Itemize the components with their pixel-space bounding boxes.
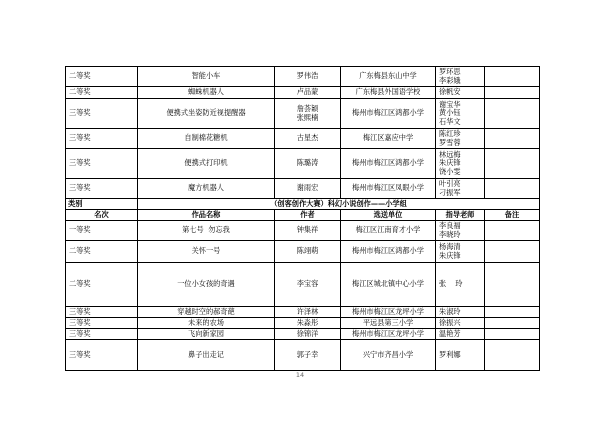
- award-table: [65, 66, 540, 371]
- note-cell: [485, 241, 540, 263]
- rank-cell: 二等奖: [66, 87, 138, 99]
- author-cell: 钟集祥: [275, 221, 341, 241]
- unit-cell: 广东梅县外国语学校: [341, 87, 436, 99]
- rank-cell: 三等奖: [66, 99, 138, 129]
- note-cell: [485, 306, 540, 317]
- unit-cell: 平远县第三小学: [341, 317, 436, 328]
- unit-cell: 梅州市梅江区龙坪小学: [341, 328, 436, 339]
- work-cell: 关怀一号: [138, 241, 275, 263]
- header-rank: 名次: [66, 210, 138, 221]
- author-cell: 罗伟浩: [275, 67, 341, 87]
- table-row: [66, 317, 540, 328]
- teachers-cell: 张 玲: [436, 263, 485, 307]
- rank-cell: 三等奖: [66, 328, 138, 339]
- header-row: [66, 210, 540, 221]
- header-note: 备注: [485, 210, 540, 221]
- unit-cell: 梅州市梅江区鸿都小学: [341, 241, 436, 263]
- work-cell: 魔方机器人: [138, 179, 275, 199]
- work-cell: 便携式坐姿防近视提醒器: [138, 99, 275, 129]
- header-author: 作者: [275, 210, 341, 221]
- rank-cell: 二等奖: [66, 67, 138, 87]
- work-cell: 一位小女孩的奇遇: [138, 263, 275, 307]
- note-cell: [485, 67, 540, 87]
- table-row: [66, 221, 540, 241]
- unit-cell: 梅江区江南育才小学: [341, 221, 436, 241]
- author-cell: 徐锦洋: [275, 328, 341, 339]
- table-row: [66, 179, 540, 199]
- note-cell: [485, 317, 540, 328]
- table-row: [66, 306, 540, 317]
- unit-cell: 梅州市梅江区龙坪小学: [341, 306, 436, 317]
- teachers-cell: 罗利娜: [436, 339, 485, 370]
- unit-cell: 梅州市梅江区凤眼小学: [341, 179, 436, 199]
- rank-cell: 一等奖: [66, 221, 138, 241]
- unit-cell: 梅江区城北镇中心小学: [341, 263, 436, 307]
- teachers-cell: 陈红珍 罗雪蓉: [436, 129, 485, 149]
- author-cell: 许泽林: [275, 306, 341, 317]
- author-cell: 卢品蒙: [275, 87, 341, 99]
- category-title: （创客创作大赛）科幻小说创作——小学组: [138, 199, 540, 210]
- category-label: 类别: [66, 199, 138, 210]
- work-cell: 蜘蛛机器人: [138, 87, 275, 99]
- teachers-cell: 徐振兴: [436, 317, 485, 328]
- rank-cell: 三等奖: [66, 129, 138, 149]
- note-cell: [485, 99, 540, 129]
- note-cell: [485, 179, 540, 199]
- teachers-cell: 朱淑玲: [436, 306, 485, 317]
- work-cell: 穿越时空的郝奇葩: [138, 306, 275, 317]
- note-cell: [485, 149, 540, 179]
- rank-cell: 二等奖: [66, 263, 138, 307]
- teachers-cell: 谢宝华 黄小钰 石华文: [436, 99, 485, 129]
- category-row: [66, 199, 540, 210]
- note-cell: [485, 328, 540, 339]
- table-row: [66, 328, 540, 339]
- table-row: [66, 99, 540, 129]
- unit-cell: 梅江区嘉应中学: [341, 129, 436, 149]
- unit-cell: 广东梅县东山中学: [341, 67, 436, 87]
- unit-cell: 兴宁市齐昌小学: [341, 339, 436, 370]
- teachers-cell: 罗环思 李彩娥: [436, 67, 485, 87]
- header-unit: 选送单位: [341, 210, 436, 221]
- table-row: [66, 87, 540, 99]
- table-row: [66, 339, 540, 370]
- page-number: 14: [295, 371, 305, 379]
- teachers-cell: 李良福 李晓玲: [436, 221, 485, 241]
- author-cell: 古星杰: [275, 129, 341, 149]
- rank-cell: 三等奖: [66, 306, 138, 317]
- author-cell: 陈翊萌: [275, 241, 341, 263]
- header-work: 作品名称: [138, 210, 275, 221]
- rank-cell: 三等奖: [66, 317, 138, 328]
- table-row: [66, 263, 540, 307]
- section1-body: [66, 67, 540, 371]
- teachers-cell: 徐帆安: [436, 87, 485, 99]
- rank-cell: 三等奖: [66, 149, 138, 179]
- unit-cell: 梅州市梅江区鸿都小学: [341, 149, 436, 179]
- teachers-cell: 叶引亮 刁振军: [436, 179, 485, 199]
- table-row: [66, 129, 540, 149]
- author-cell: 陈璐涛: [275, 149, 341, 179]
- author-cell: 詹荟颖 张熙楠: [275, 99, 341, 129]
- work-cell: 自制棉花糖机: [138, 129, 275, 149]
- teachers-cell: 林远梅 朱庆锋 饶小雯: [436, 149, 485, 179]
- rank-cell: 二等奖: [66, 241, 138, 263]
- work-cell: 智能小车: [138, 67, 275, 87]
- header-teachers: 指导老师: [436, 210, 485, 221]
- author-cell: 谢雨宏: [275, 179, 341, 199]
- unit-cell: 梅州市梅江区鸿都小学: [341, 99, 436, 129]
- teachers-cell: 温艳芳: [436, 328, 485, 339]
- note-cell: [485, 129, 540, 149]
- author-cell: 朱淼彤: [275, 317, 341, 328]
- work-cell: 飞向新家园: [138, 328, 275, 339]
- note-cell: [485, 263, 540, 307]
- work-cell: 鼻子出走记: [138, 339, 275, 370]
- work-cell: 第七号 勿忘我: [138, 221, 275, 241]
- author-cell: 郭子幸: [275, 339, 341, 370]
- work-cell: 便携式打印机: [138, 149, 275, 179]
- table-row: [66, 241, 540, 263]
- table-row: [66, 67, 540, 87]
- table-row: [66, 149, 540, 179]
- author-cell: 李宝容: [275, 263, 341, 307]
- rank-cell: 三等奖: [66, 179, 138, 199]
- teachers-cell: 杨海清 朱庆锋: [436, 241, 485, 263]
- note-cell: [485, 221, 540, 241]
- work-cell: 未来的农场: [138, 317, 275, 328]
- note-cell: [485, 339, 540, 370]
- rank-cell: 三等奖: [66, 339, 138, 370]
- note-cell: [485, 87, 540, 99]
